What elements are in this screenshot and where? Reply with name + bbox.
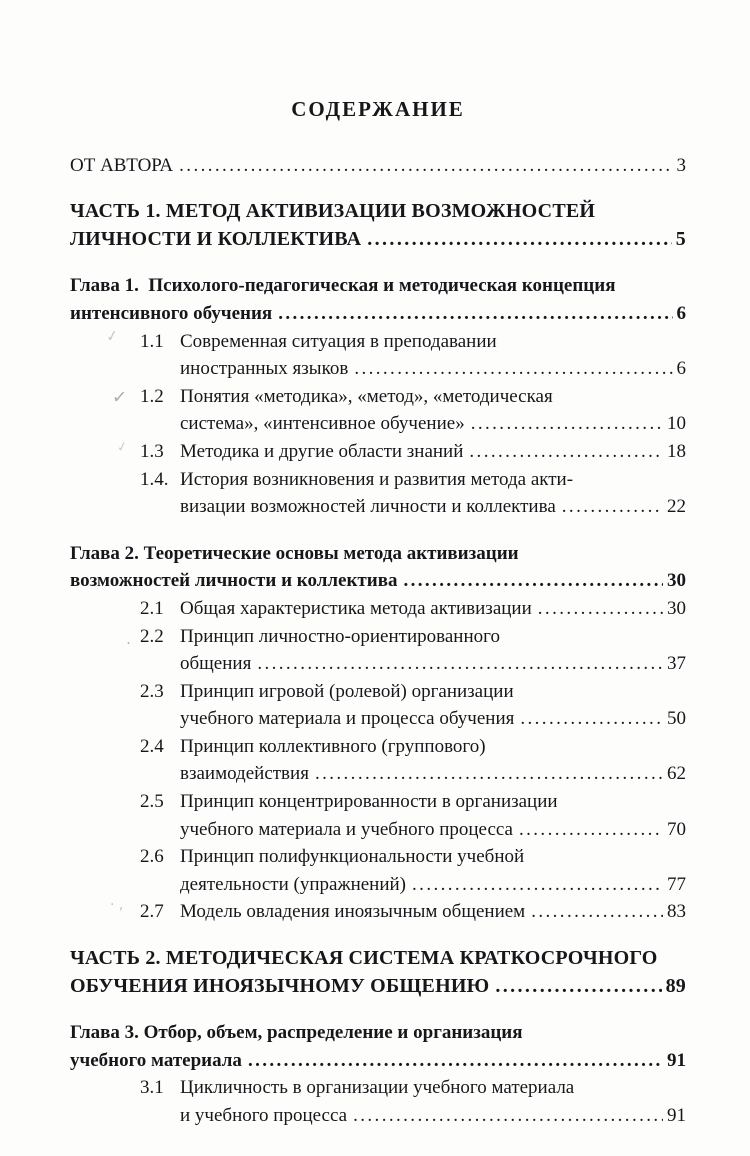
toc-line: [70, 871, 686, 899]
toc-line: [70, 973, 686, 1001]
toc-entry-section-1-2: [70, 383, 686, 438]
section-number: 2.4: [140, 735, 164, 757]
section-number: 2.2: [140, 625, 164, 647]
toc-text: ЧАСТЬ 2. МЕТОДИЧЕСКАЯ СИСТЕМА КРАТКОСРОЧНОГО: [70, 947, 658, 970]
toc-line: [70, 1047, 686, 1075]
page-number: 70: [667, 818, 686, 840]
toc-text: учебного материала и процесса обучения: [180, 708, 515, 730]
dot-leader: [248, 1047, 663, 1075]
section-number: 2.6: [140, 846, 164, 868]
toc-text: ОТ АВТОРА: [70, 154, 174, 176]
toc-entry-section-2-3: [70, 678, 686, 733]
toc-line: [70, 650, 686, 678]
pencil-checkmark-icon: · ,: [110, 897, 124, 914]
dot-leader: [471, 410, 663, 438]
toc-entry-part: [70, 945, 686, 1000]
toc-text: Цикличность в организации учебного материала: [180, 1077, 575, 1099]
toc-entry-section-2-7: [70, 898, 686, 926]
toc-line: [70, 325, 686, 356]
page-number: 50: [667, 708, 686, 730]
section-number: 1.2: [140, 385, 164, 407]
toc-line: [70, 493, 686, 521]
toc-text: Методика и другие области знаний: [180, 440, 464, 462]
page-number: 3: [676, 154, 686, 176]
section-number: 1.3: [140, 440, 164, 462]
dot-leader: [520, 705, 663, 733]
page-number: 10: [667, 413, 686, 435]
dot-leader: [412, 871, 663, 899]
toc-text: интенсивного обучения: [70, 302, 273, 324]
toc-text: Принцип полифункциональности учебной: [180, 846, 525, 868]
page-number: 91: [667, 1105, 686, 1126]
toc-line: [70, 945, 686, 973]
toc-line: [70, 595, 686, 623]
toc-line: [70, 410, 686, 438]
table-of-contents: [70, 152, 686, 1130]
toc-text: возможностей личности и коллектива: [70, 570, 398, 592]
section-number: 1.1: [140, 330, 164, 352]
dot-leader: [538, 595, 663, 623]
page-number: 91: [667, 1049, 686, 1071]
toc-line: [70, 843, 686, 871]
page-number: 22: [667, 496, 686, 518]
section-number: 2.1: [140, 597, 164, 619]
pencil-checkmark-icon: ✓: [115, 438, 130, 456]
toc-entry-section-1-4: [70, 466, 686, 521]
toc-line: [70, 567, 686, 595]
toc-text: ЧАСТЬ 1. МЕТОД АКТИВИЗАЦИИ ВОЗМОЖНОСТЕЙ: [70, 200, 596, 223]
pencil-checkmark-icon: ✓: [111, 386, 128, 409]
toc-text: иностранных языков: [180, 358, 349, 380]
section-number: 2.7: [140, 901, 164, 923]
toc-text: система», «интенсивное обучение»: [180, 413, 465, 435]
toc-text: Принцип концентрированности в организации: [180, 791, 558, 813]
pencil-checkmark-icon: ✓: [104, 325, 120, 346]
pencil-checkmark-icon: .: [126, 628, 132, 648]
toc-line: [70, 788, 686, 816]
toc-entry-chapter: [70, 272, 686, 327]
toc-line: [70, 1102, 686, 1130]
toc-text: Принцип коллективного (группового): [180, 735, 486, 757]
page-number: 6: [676, 358, 686, 380]
page-number: 83: [667, 901, 686, 923]
toc-text: общения: [180, 653, 252, 675]
toc-line: [70, 272, 686, 300]
page-number: 5: [675, 227, 686, 250]
toc-text: взаимодействия: [180, 763, 309, 785]
toc-text: деятельности (упражнений): [180, 873, 407, 895]
section-number: 2.3: [140, 680, 164, 702]
toc-text: Понятия «методика», «метод», «методическая: [180, 385, 553, 407]
toc-entry-chapter: [70, 540, 686, 595]
toc-text: учебного материала: [70, 1049, 242, 1071]
dot-leader: [278, 300, 672, 328]
toc-text: визации возможностей личности и коллектива: [180, 496, 556, 518]
toc-line: [70, 198, 686, 226]
toc-text: История возникновения и развития метода акти-: [180, 468, 574, 490]
dot-leader: [367, 226, 672, 254]
section-number: 3.1: [140, 1077, 164, 1099]
toc-entry-part: [70, 198, 686, 253]
toc-entry-section-2-4: [70, 733, 686, 788]
toc-text: Современная ситуация в преподавании: [180, 330, 497, 352]
toc-text: Принцип личностно-ориентированного: [180, 625, 500, 647]
toc-line: [70, 383, 686, 411]
toc-line: [70, 678, 686, 706]
page-number: 37: [667, 653, 686, 675]
toc-entry-section-2-2: [70, 623, 686, 678]
toc-text: и учебного процесса: [180, 1105, 348, 1126]
toc-entry-section-2-6: [70, 843, 686, 898]
page-number: 6: [676, 302, 686, 324]
toc-text: Принцип игровой (ролевой) организации: [180, 680, 514, 702]
toc-line: [70, 733, 686, 761]
dot-leader: [469, 438, 663, 466]
toc-line: [70, 438, 686, 466]
dot-leader: [354, 355, 672, 383]
toc-line: [70, 760, 686, 788]
toc-entry-chapter: [70, 1019, 686, 1074]
toc-line: [70, 816, 686, 844]
toc-text: учебного материала и учебного процесса: [180, 818, 513, 840]
toc-text: Глава 1. Психолого-педагогическая и методическая концепция: [70, 275, 616, 297]
section-number: 2.5: [140, 791, 164, 813]
dot-leader: [257, 650, 663, 678]
toc-entry-section-3-1: [70, 1074, 686, 1129]
page-number: 89: [665, 974, 686, 997]
dot-leader: [353, 1102, 663, 1130]
page-number: 18: [667, 440, 686, 462]
toc-text: ОБУЧЕНИЯ ИНОЯЗЫЧНОМУ ОБЩЕНИЮ: [70, 974, 490, 997]
toc-text: Общая характеристика метода активизации: [180, 597, 532, 619]
page-number: 62: [667, 763, 686, 785]
toc-text: Модель овладения иноязычным общением: [180, 901, 526, 923]
toc-line: [70, 300, 686, 328]
section-number: 1.4.: [140, 468, 169, 490]
toc-line: [70, 355, 686, 383]
page-title: СОДЕРЖАНИЕ: [291, 97, 465, 121]
dot-leader: [495, 973, 661, 1001]
dot-leader: [562, 493, 663, 521]
dot-leader: [179, 152, 672, 180]
toc-text: Глава 3. Отбор, объем, распределение и организация: [70, 1022, 523, 1044]
toc-line: [70, 226, 686, 254]
toc-entry-section-1-1: [70, 325, 686, 383]
toc-text: ЛИЧНОСТИ И КОЛЛЕКТИВА: [70, 227, 362, 250]
dot-leader: [531, 898, 663, 926]
toc-line: [70, 623, 686, 651]
toc-line: [70, 1074, 686, 1102]
dot-leader: [315, 760, 663, 788]
toc-entry-section-1-3: [70, 438, 686, 466]
toc-line: [70, 540, 686, 568]
page-number: 30: [667, 597, 686, 619]
toc-line: [70, 1019, 686, 1047]
toc-entry-section-2-1: [70, 595, 686, 623]
toc-text: Глава 2. Теоретические основы метода активизации: [70, 542, 519, 564]
dot-leader: [519, 816, 663, 844]
page-number: 30: [667, 570, 686, 592]
toc-line: [70, 466, 686, 494]
toc-line: [70, 705, 686, 733]
dot-leader: [403, 567, 663, 595]
page-number: 77: [667, 873, 686, 895]
toc-line: [70, 898, 686, 926]
toc-entry-author: [70, 152, 686, 180]
toc-entry-section-2-5: [70, 788, 686, 843]
toc-line: [70, 152, 686, 180]
